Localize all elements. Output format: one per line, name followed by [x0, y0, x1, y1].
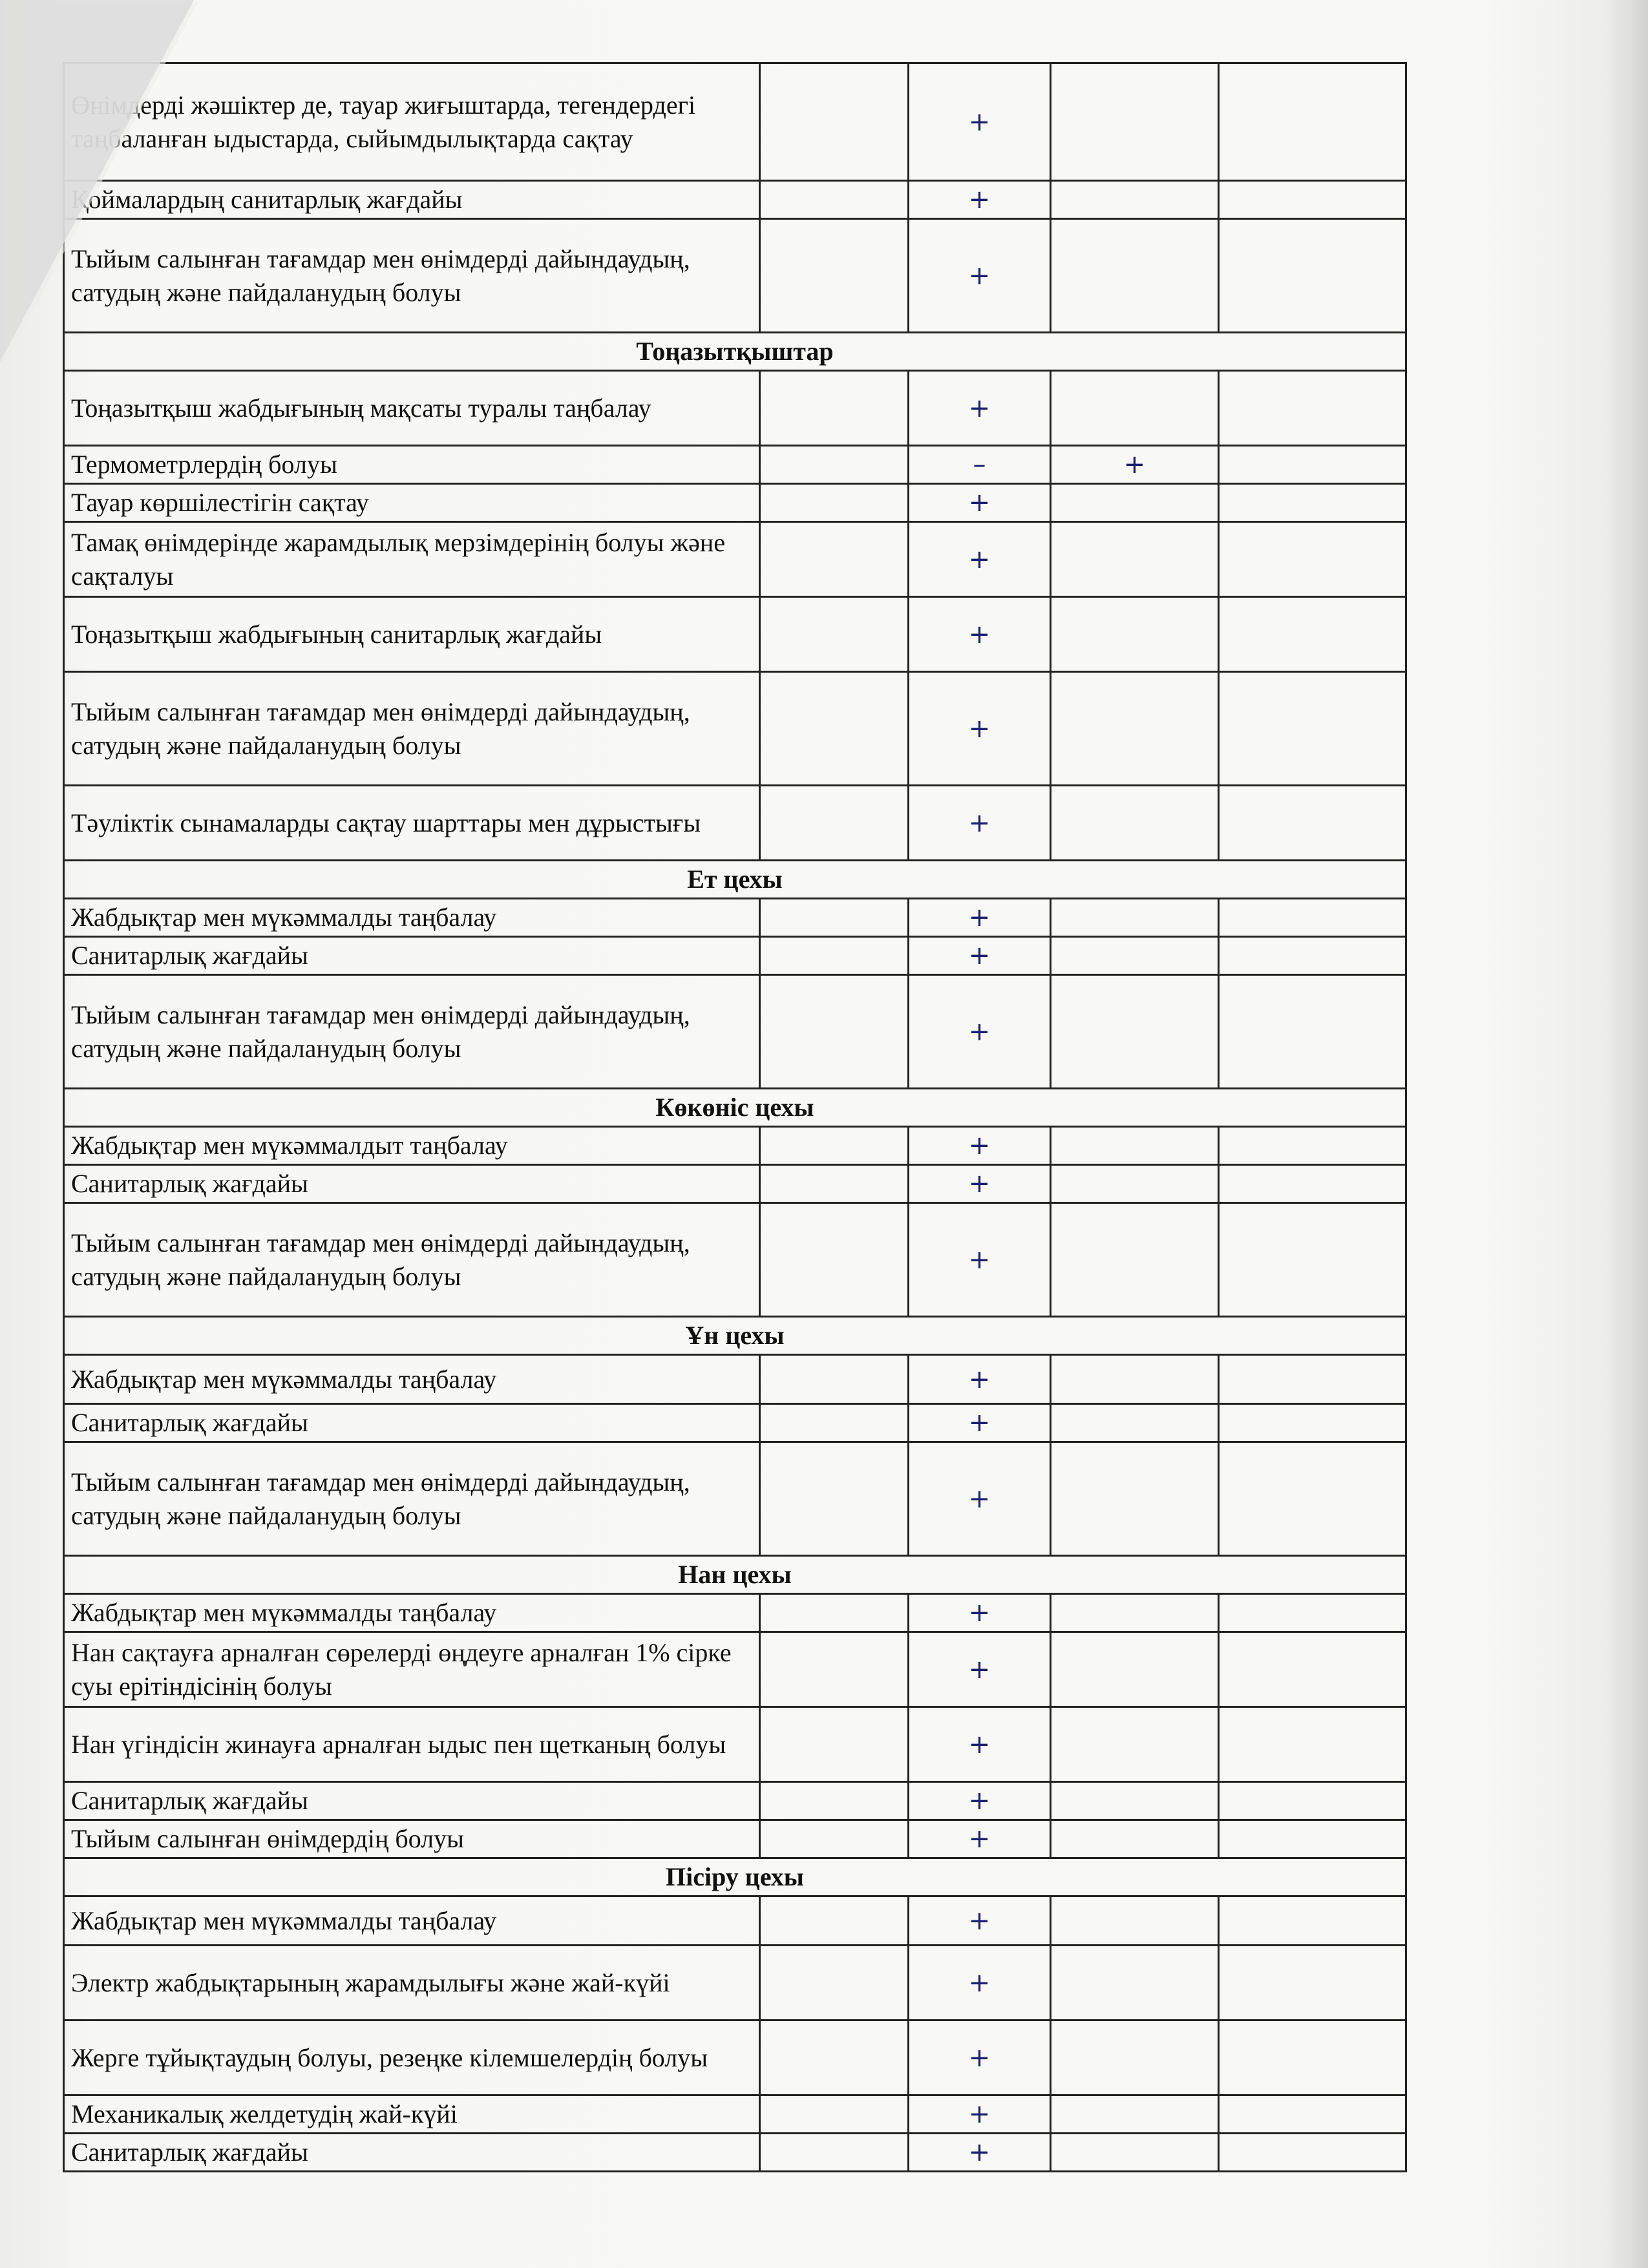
- mark-cell-c2: [760, 484, 909, 522]
- table-row: [64, 937, 1406, 975]
- mark-cell-c2: [760, 899, 909, 937]
- criterion-text: Жабдықтар мен мүкәммалды таңбалау: [64, 1594, 760, 1632]
- mark-cell-c5: [1219, 1355, 1406, 1404]
- mark-cell-c2: [760, 786, 909, 861]
- table-row: [64, 2095, 1406, 2134]
- criterion-text: Тыйым салынған тағамдар мен өнімдерді дайындаудың, сатудың және пайдаланудың болуы: [64, 1442, 760, 1556]
- table-row: [64, 1127, 1406, 1165]
- table-row: [64, 597, 1406, 672]
- mark-cell-c4: [1051, 1632, 1219, 1707]
- mark-cell-c5: [1219, 2095, 1406, 2134]
- mark-cell-c2: [760, 219, 909, 333]
- table-row: [64, 371, 1406, 446]
- mark-cell-c3: +: [909, 1896, 1051, 1946]
- mark-cell-c5: [1219, 1203, 1406, 1317]
- mark-cell-c2: [760, 63, 909, 181]
- mark-cell-c3: +: [909, 2021, 1051, 2095]
- mark-cell-c3: +: [909, 1404, 1051, 1442]
- mark-cell-c3: +: [909, 63, 1051, 181]
- mark-cell-c3: +: [909, 2134, 1051, 2172]
- mark-cell-c4: [1051, 1782, 1219, 1820]
- criterion-text: Қоймалардың санитарлық жағдайы: [64, 181, 760, 219]
- table-row: [64, 1404, 1406, 1442]
- mark-cell-c4: [1051, 1820, 1219, 1858]
- mark-cell-c5: [1219, 371, 1406, 446]
- table-row: [64, 522, 1406, 597]
- mark-cell-c2: [760, 1165, 909, 1203]
- mark-cell-c4: [1051, 1404, 1219, 1442]
- criterion-text: Тоңазытқыш жабдығының санитарлық жағдайы: [64, 597, 760, 672]
- mark-cell-c2: [760, 1127, 909, 1165]
- mark-cell-c3: +: [909, 1127, 1051, 1165]
- mark-cell-c3: +: [909, 597, 1051, 672]
- section-header-row: [64, 1556, 1406, 1594]
- mark-cell-c3: +: [909, 1165, 1051, 1203]
- mark-cell-c2: [760, 1355, 909, 1404]
- inspection-checklist-table: [63, 62, 1407, 2172]
- criterion-text: Тоңазытқыш жабдығының мақсаты туралы таңбалау: [64, 371, 760, 446]
- table-row: [64, 1594, 1406, 1632]
- section-title: Ет цехы: [64, 861, 1406, 899]
- section-title: Нан цехы: [64, 1556, 1406, 1594]
- mark-cell-c2: [760, 2021, 909, 2095]
- criterion-text: Тауар көршілестігін сақтау: [64, 484, 760, 522]
- mark-cell-c3: +: [909, 1355, 1051, 1404]
- mark-cell-c5: [1219, 446, 1406, 484]
- table-row: [64, 446, 1406, 484]
- section-title: Тоңазытқыштар: [64, 333, 1406, 371]
- criterion-text: Тыйым салынған тағамдар мен өнімдерді дайындаудың, сатудың және пайдаланудың болуы: [64, 975, 760, 1089]
- mark-cell-c2: [760, 2095, 909, 2134]
- mark-cell-c3: +: [909, 899, 1051, 937]
- mark-cell-c3: +: [909, 2095, 1051, 2134]
- mark-cell-c2: [760, 672, 909, 786]
- mark-cell-c3: +: [909, 219, 1051, 333]
- mark-cell-c4: [1051, 937, 1219, 975]
- table-row: [64, 2134, 1406, 2172]
- table-row: [64, 181, 1406, 219]
- mark-cell-c5: [1219, 1782, 1406, 1820]
- mark-cell-c2: [760, 1820, 909, 1858]
- criterion-text: Термометрлердің болуы: [64, 446, 760, 484]
- criterion-text: Санитарлық жағдайы: [64, 937, 760, 975]
- criterion-text: Жабдықтар мен мүкәммалдыт таңбалау: [64, 1127, 760, 1165]
- mark-cell-c4: [1051, 219, 1219, 333]
- mark-cell-c4: [1051, 975, 1219, 1089]
- mark-cell-c2: [760, 1946, 909, 2021]
- mark-cell-c2: [760, 1442, 909, 1556]
- mark-cell-c4: [1051, 1594, 1219, 1632]
- criterion-text: Санитарлық жағдайы: [64, 1404, 760, 1442]
- mark-cell-c3: +: [909, 371, 1051, 446]
- mark-cell-c4: [1051, 2095, 1219, 2134]
- folded-corner: [0, 0, 194, 362]
- criterion-text: Жабдықтар мен мүкәммалды таңбалау: [64, 1896, 760, 1946]
- table-row: [64, 1820, 1406, 1858]
- mark-cell-c2: [760, 2134, 909, 2172]
- checklist-body: [64, 63, 1406, 2172]
- table-row: [64, 1355, 1406, 1404]
- table-row: [64, 1442, 1406, 1556]
- mark-cell-c5: [1219, 1820, 1406, 1858]
- page-edge-shadow: [1603, 0, 1648, 2268]
- mark-cell-c5: [1219, 1946, 1406, 2021]
- mark-cell-c4: [1051, 1165, 1219, 1203]
- mark-cell-c4: [1051, 899, 1219, 937]
- mark-cell-c2: [760, 1632, 909, 1707]
- mark-cell-c5: [1219, 1594, 1406, 1632]
- mark-cell-c2: [760, 1782, 909, 1820]
- section-header-row: [64, 333, 1406, 371]
- table-row: [64, 1165, 1406, 1203]
- mark-cell-c5: [1219, 1896, 1406, 1946]
- mark-cell-c5: [1219, 937, 1406, 975]
- mark-cell-c3: +: [909, 672, 1051, 786]
- table-row: [64, 2021, 1406, 2095]
- table-row: [64, 63, 1406, 181]
- mark-cell-c5: [1219, 2134, 1406, 2172]
- mark-cell-c4: [1051, 1707, 1219, 1782]
- table-row: [64, 786, 1406, 861]
- mark-cell-c4: [1051, 1127, 1219, 1165]
- table-row: [64, 1896, 1406, 1946]
- criterion-text: Тыйым салынған тағамдар мен өнімдерді дайындаудың, сатудың және пайдаланудың болуы: [64, 672, 760, 786]
- mark-cell-c2: [760, 597, 909, 672]
- mark-cell-c4: [1051, 1203, 1219, 1317]
- mark-cell-c3: +: [909, 786, 1051, 861]
- criterion-text: Жерге тұйықтаудың болуы, резеңке кілемшелердің болуы: [64, 2021, 760, 2095]
- mark-cell-c5: [1219, 181, 1406, 219]
- mark-cell-c3: +: [909, 1820, 1051, 1858]
- table-row: [64, 1632, 1406, 1707]
- mark-cell-c2: [760, 1896, 909, 1946]
- mark-cell-c3: –: [909, 446, 1051, 484]
- section-header-row: [64, 1858, 1406, 1896]
- mark-cell-c5: [1219, 63, 1406, 181]
- mark-cell-c3: +: [909, 1442, 1051, 1556]
- mark-cell-c3: +: [909, 1632, 1051, 1707]
- criterion-text: Тыйым салынған өнімдердің болуы: [64, 1820, 760, 1858]
- mark-cell-c4: [1051, 1946, 1219, 2021]
- criterion-text: Жабдықтар мен мүкәммалды таңбалау: [64, 1355, 760, 1404]
- mark-cell-c2: [760, 181, 909, 219]
- mark-cell-c3: +: [909, 1203, 1051, 1317]
- criterion-text: Тыйым салынған тағамдар мен өнімдерді дайындаудың, сатудың және пайдаланудың болуы: [64, 1203, 760, 1317]
- mark-cell-c4: [1051, 1355, 1219, 1404]
- mark-cell-c3: +: [909, 1782, 1051, 1820]
- mark-cell-c2: [760, 1203, 909, 1317]
- mark-cell-c2: [760, 937, 909, 975]
- mark-cell-c4: [1051, 786, 1219, 861]
- mark-cell-c3: +: [909, 1594, 1051, 1632]
- mark-cell-c5: [1219, 899, 1406, 937]
- section-header-row: [64, 1089, 1406, 1127]
- criterion-text: Электр жабдықтарының жарамдылығы және жай-күйі: [64, 1946, 760, 2021]
- mark-cell-c4: +: [1051, 446, 1219, 484]
- mark-cell-c2: [760, 446, 909, 484]
- mark-cell-c5: [1219, 1707, 1406, 1782]
- mark-cell-c2: [760, 1594, 909, 1632]
- criterion-text: Нан сақтауға арналған сөрелерді өңдеуге арналған 1% сірке суы ерітіндісінің болуы: [64, 1632, 760, 1707]
- table-row: [64, 1203, 1406, 1317]
- mark-cell-c2: [760, 975, 909, 1089]
- criterion-text: Тамақ өнімдерінде жарамдылық мерзімдерінің болуы және сақталуы: [64, 522, 760, 597]
- mark-cell-c5: [1219, 1442, 1406, 1556]
- mark-cell-c5: [1219, 975, 1406, 1089]
- mark-cell-c5: [1219, 219, 1406, 333]
- criterion-text: Механикалық желдетудің жай-күйі: [64, 2095, 760, 2134]
- mark-cell-c5: [1219, 1404, 1406, 1442]
- mark-cell-c4: [1051, 181, 1219, 219]
- criterion-text: Санитарлық жағдайы: [64, 1165, 760, 1203]
- mark-cell-c2: [760, 371, 909, 446]
- mark-cell-c2: [760, 1707, 909, 1782]
- mark-cell-c5: [1219, 1165, 1406, 1203]
- table-row: [64, 899, 1406, 937]
- mark-cell-c3: +: [909, 484, 1051, 522]
- mark-cell-c5: [1219, 1127, 1406, 1165]
- criterion-text: Жабдықтар мен мүкәммалды таңбалау: [64, 899, 760, 937]
- mark-cell-c5: [1219, 786, 1406, 861]
- mark-cell-c4: [1051, 2134, 1219, 2172]
- mark-cell-c3: +: [909, 1707, 1051, 1782]
- criterion-text: Санитарлық жағдайы: [64, 1782, 760, 1820]
- table-row: [64, 1782, 1406, 1820]
- mark-cell-c4: [1051, 484, 1219, 522]
- mark-cell-c5: [1219, 484, 1406, 522]
- table-row: [64, 975, 1406, 1089]
- table-row: [64, 219, 1406, 333]
- mark-cell-c5: [1219, 522, 1406, 597]
- section-header-row: [64, 861, 1406, 899]
- section-header-row: [64, 1317, 1406, 1355]
- mark-cell-c4: [1051, 63, 1219, 181]
- mark-cell-c4: [1051, 2021, 1219, 2095]
- table-row: [64, 1707, 1406, 1782]
- mark-cell-c3: +: [909, 1946, 1051, 2021]
- mark-cell-c4: [1051, 1896, 1219, 1946]
- mark-cell-c5: [1219, 1632, 1406, 1707]
- mark-cell-c2: [760, 522, 909, 597]
- mark-cell-c4: [1051, 371, 1219, 446]
- table-row: [64, 672, 1406, 786]
- criterion-text: Тыйым салынған тағамдар мен өнімдерді дайындаудың, сатудың және пайдаланудың болуы: [64, 219, 760, 333]
- mark-cell-c4: [1051, 672, 1219, 786]
- section-title: Пісіру цехы: [64, 1858, 1406, 1896]
- mark-cell-c3: +: [909, 181, 1051, 219]
- criterion-text: Өнімдерді жәшіктер де, тауар жиғыштарда, тегендердегі таңбаланған ыдыстардa, сыйымдылықтарда сақтау: [64, 63, 760, 181]
- mark-cell-c4: [1051, 597, 1219, 672]
- mark-cell-c5: [1219, 597, 1406, 672]
- section-title: Көкөніс цехы: [64, 1089, 1406, 1127]
- section-title: Ұн цехы: [64, 1317, 1406, 1355]
- table-row: [64, 484, 1406, 522]
- criterion-text: Санитарлық жағдайы: [64, 2134, 760, 2172]
- mark-cell-c2: [760, 1404, 909, 1442]
- mark-cell-c3: +: [909, 975, 1051, 1089]
- criterion-text: Тәуліктік сынамаларды сақтау шарттары мен дұрыстығы: [64, 786, 760, 861]
- mark-cell-c4: [1051, 1442, 1219, 1556]
- table-row: [64, 1946, 1406, 2021]
- mark-cell-c3: +: [909, 937, 1051, 975]
- mark-cell-c4: [1051, 522, 1219, 597]
- mark-cell-c3: +: [909, 522, 1051, 597]
- criterion-text: Нан үгіндісін жинауға арналған ыдыс пен щетканың болуы: [64, 1707, 760, 1782]
- mark-cell-c5: [1219, 2021, 1406, 2095]
- mark-cell-c5: [1219, 672, 1406, 786]
